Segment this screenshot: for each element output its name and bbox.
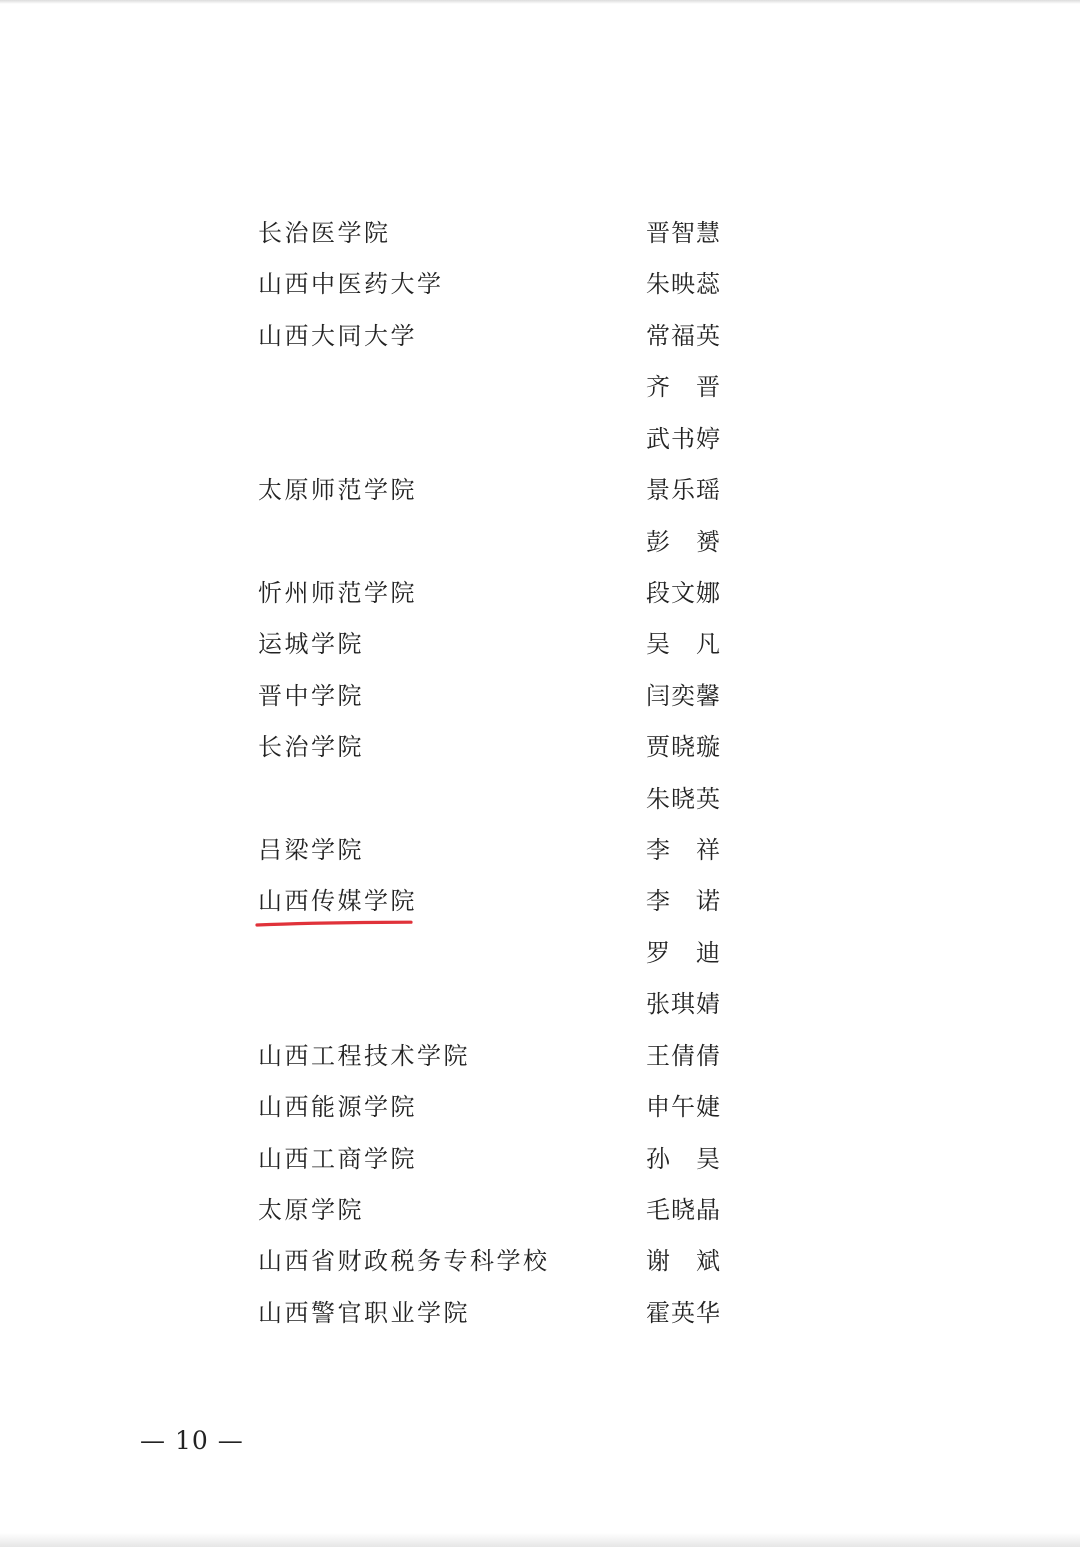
page-top-edge: [0, 0, 1080, 4]
list-item: [0, 779, 1080, 819]
person-name: 贾晓璇: [646, 733, 721, 761]
list-item: [0, 470, 1080, 510]
list-item: [0, 1139, 1080, 1179]
person-name: 孙昊: [646, 1145, 720, 1173]
person-name: 常福英: [646, 322, 721, 350]
unit-name: 山西工程技术学院: [258, 1042, 470, 1070]
unit-name: 长治学院: [258, 733, 364, 761]
person-name: 吴凡: [646, 630, 720, 658]
unit-name: 山西能源学院: [258, 1093, 417, 1121]
person-name: 齐晋: [646, 373, 720, 401]
person-name: 闫奕馨: [646, 682, 721, 710]
person-name: 霍英华: [646, 1299, 721, 1327]
person-name: 罗迪: [646, 939, 720, 967]
list-item: [0, 573, 1080, 613]
list-item: [0, 316, 1080, 356]
unit-name: 吕梁学院: [258, 836, 364, 864]
person-name: 毛晓晶: [646, 1196, 721, 1224]
unit-name: 山西省财政税务专科学校: [258, 1247, 550, 1275]
list-item: [0, 1190, 1080, 1230]
list-item: [0, 830, 1080, 870]
list-item: [0, 264, 1080, 304]
list-item: [0, 881, 1080, 921]
person-name: 申午婕: [646, 1093, 721, 1121]
list-item: [0, 1293, 1080, 1333]
list-item: [0, 419, 1080, 459]
person-name: 朱晓英: [646, 785, 721, 813]
person-name: 谢斌: [646, 1247, 720, 1275]
unit-name: 晋中学院: [258, 682, 364, 710]
person-name: 景乐瑶: [646, 476, 721, 504]
list-item: [0, 984, 1080, 1024]
page-bottom-edge: [0, 1533, 1080, 1547]
person-name: 晋智慧: [646, 219, 721, 247]
list-item: [0, 367, 1080, 407]
list-item: [0, 727, 1080, 767]
person-name: 李祥: [646, 836, 720, 864]
list-item: [0, 522, 1080, 562]
list-item: [0, 1087, 1080, 1127]
unit-name: 山西传媒学院: [258, 887, 417, 915]
list-item: [0, 213, 1080, 253]
list-item: [0, 1036, 1080, 1076]
unit-name: 运城学院: [258, 630, 364, 658]
red-underline-mark: [255, 920, 413, 927]
unit-name: 长治医学院: [258, 219, 391, 247]
list-item: [0, 676, 1080, 716]
person-name: 张琪婧: [646, 990, 721, 1018]
list-item: [0, 1241, 1080, 1281]
unit-name: 山西中医药大学: [258, 270, 444, 298]
person-name: 朱映蕊: [646, 270, 721, 298]
unit-name: 山西工商学院: [258, 1145, 417, 1173]
person-name: 武书婷: [646, 425, 721, 453]
unit-name: 太原学院: [258, 1196, 364, 1224]
person-name: 段文娜: [646, 579, 721, 607]
person-name: 彭赟: [646, 528, 720, 556]
list-item: [0, 933, 1080, 973]
unit-name: 山西警官职业学院: [258, 1299, 470, 1327]
person-name: 王倩倩: [646, 1042, 721, 1070]
unit-name: 忻州师范学院: [258, 579, 417, 607]
unit-name: 山西大同大学: [258, 322, 417, 350]
page-number: — 10 —: [140, 1426, 244, 1455]
person-name: 李诺: [646, 887, 720, 915]
unit-name: 太原师范学院: [258, 476, 417, 504]
list-item: [0, 624, 1080, 664]
